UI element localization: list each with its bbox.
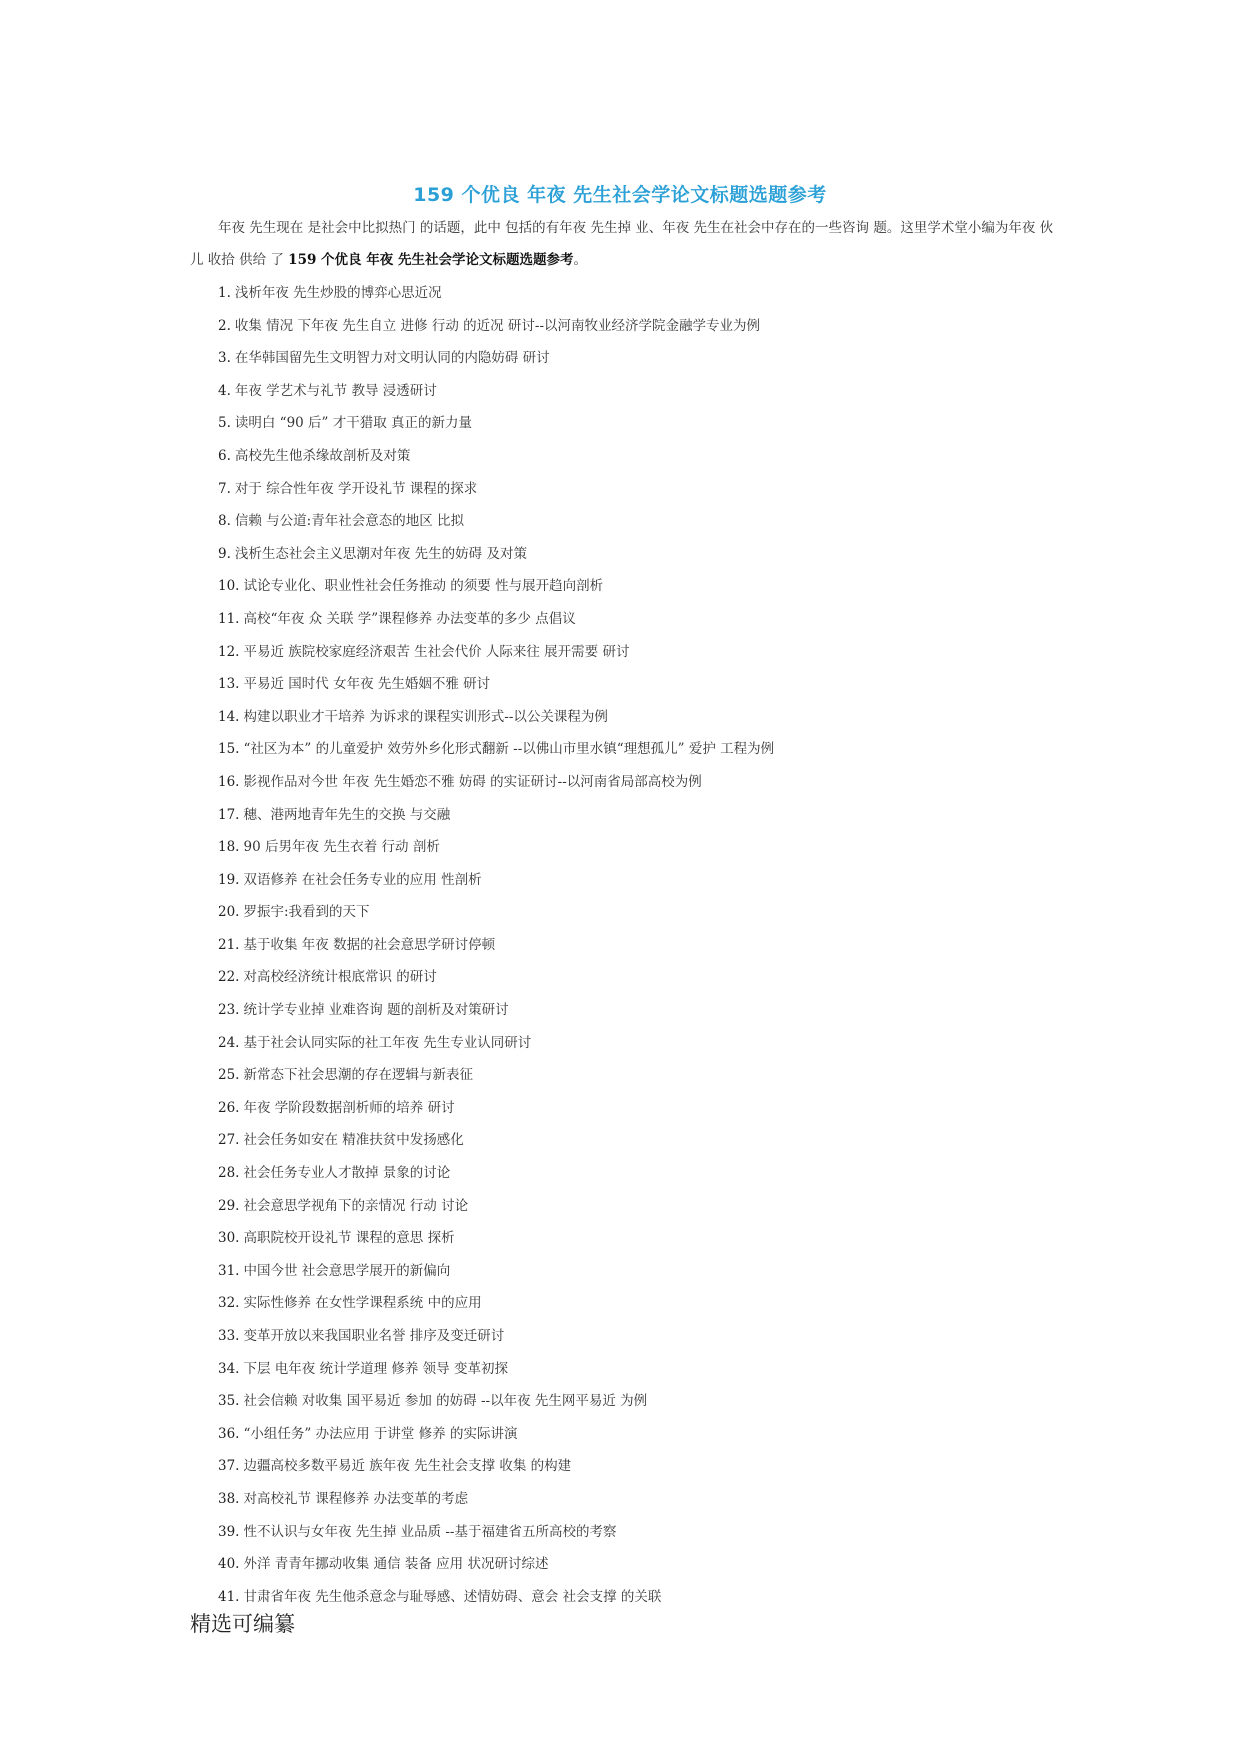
list-item-text: 统计学专业掉 业难咨询 题的剖析及对策研讨 — [243, 1002, 509, 1019]
list-item-text: 新常态下社会思潮的存在逻辑与新表征 — [243, 1067, 473, 1084]
list-item — [218, 505, 774, 538]
list-item-number: 27. — [218, 1132, 240, 1149]
list-item-number: 24. — [218, 1034, 240, 1051]
list-item — [218, 570, 774, 603]
list-item — [218, 1287, 774, 1320]
list-item-text: 边疆高校多数平易近 族年夜 先生社会支撑 收集 的构建 — [243, 1458, 572, 1475]
list-item-number: 41. — [218, 1588, 240, 1605]
list-item — [218, 1059, 774, 1092]
list-item — [218, 1027, 774, 1060]
list-item — [218, 831, 774, 864]
list-item-number: 11. — [218, 610, 240, 627]
list-item-text: 对高校经济统计根底常识 的研讨 — [243, 969, 437, 986]
list-item-number: 8. — [218, 513, 231, 530]
list-item-number: 6. — [218, 447, 231, 464]
list-item-number: 12. — [218, 643, 240, 660]
list-item-text: 性不认识与女年夜 先生掉 业品质 --基于福建省五所高校的考察 — [243, 1523, 617, 1540]
list-item-number: 33. — [218, 1328, 240, 1344]
list-item-text: 信赖 与公道:青年社会意态的地区 比拟 — [234, 513, 465, 530]
list-item — [218, 342, 774, 375]
list-item — [218, 440, 774, 473]
list-item-text: 对于 综合性年夜 学开设礼节 课程的探求 — [234, 480, 478, 497]
list-item — [218, 636, 774, 669]
list-item-text: 年夜 学阶段数据剖析师的培养 研讨 — [243, 1099, 455, 1116]
list-item-text: 高职院校开设礼节 课程的意思 探析 — [243, 1230, 455, 1247]
list-item-number: 40. — [218, 1556, 240, 1573]
list-item — [218, 994, 774, 1027]
list-item-text: 中国今世 社会意思学展开的新偏向 — [243, 1262, 451, 1279]
document-title: 159 个优良 年夜 先生社会学论文标题选题参考 — [413, 184, 827, 206]
intro-end: 。 — [573, 252, 587, 268]
list-item-text: 下层 电年夜 统计学道理 修养 领导 变革初探 — [243, 1360, 508, 1377]
list-item-number: 5. — [218, 415, 231, 432]
list-item-text: 平易近 国时代 女年夜 先生婚姻不雅 研讨 — [243, 676, 491, 693]
list-item-text: 社会任务专业人才散掉 景象的讨论 — [243, 1165, 451, 1182]
footer-text: 精选可编纂 — [190, 1612, 295, 1636]
list-item-number: 2. — [218, 317, 231, 334]
list-item-text: 实际性修养 在女性学课程系统 中的应用 — [243, 1295, 482, 1312]
list-item — [218, 1385, 774, 1418]
intro-bold-text: 159 个优良 年夜 先生社会学论文标题选题参考 — [288, 252, 574, 268]
list-item — [218, 1483, 774, 1516]
list-item-text: 90 后男年夜 先生衣着 行动 剖析 — [243, 839, 440, 856]
list-item-text: 浅析生态社会主义思潮对年夜 先生的妨碍 及对策 — [234, 545, 527, 562]
list-item-number: 29. — [218, 1197, 240, 1214]
list-item — [218, 1190, 774, 1223]
list-item-text: 对高校礼节 课程修养 办法变革的考虑 — [243, 1490, 469, 1507]
list-item-number: 17. — [218, 806, 240, 823]
list-item-text: 基于收集 年夜 数据的社会意思学研讨停顿 — [243, 936, 496, 953]
list-item-number: 32. — [218, 1295, 240, 1312]
list-item — [218, 603, 774, 636]
list-item-text: 变革开放以来我国职业名誉 排序及变迁研讨 — [243, 1328, 505, 1344]
list-item-text: 浅析年夜 先生炒股的博弈心思近况 — [234, 285, 442, 301]
list-item-number: 7. — [218, 480, 231, 497]
list-item-number: 31. — [218, 1262, 240, 1279]
list-item-text: 社会意思学视角下的亲情况 行动 讨论 — [243, 1197, 469, 1214]
list-item-number: 19. — [218, 871, 240, 888]
list-item-number: 37. — [218, 1458, 240, 1475]
list-item-text: 在华韩国留先生文明智力对文明认同的内隐妨碍 研讨 — [234, 350, 550, 367]
list-item-number: 13. — [218, 676, 240, 693]
list-item — [218, 1353, 774, 1386]
list-item — [218, 961, 774, 994]
list-item-number: 16. — [218, 773, 240, 790]
list-item-text: 社会任务如安在 精准扶贫中发扬感化 — [243, 1132, 464, 1149]
list-item — [218, 1124, 774, 1157]
list-item-text: 构建以职业才干培养 为诉求的课程实训形式--以公关课程为例 — [243, 708, 608, 725]
list-item — [218, 1157, 774, 1190]
list-item-number: 20. — [218, 904, 240, 921]
topic-list — [218, 277, 774, 1613]
list-item-number: 9. — [218, 545, 231, 562]
list-item — [218, 668, 774, 701]
list-item — [218, 1222, 774, 1255]
list-item-text: 穗、港两地青年先生的交换 与交融 — [243, 806, 451, 823]
list-item-text: 高校先生他杀缘故剖析及对策 — [234, 447, 411, 464]
list-item — [218, 1450, 774, 1483]
list-item — [218, 701, 774, 734]
list-item — [218, 1092, 774, 1125]
list-item-text: 社会信赖 对收集 国平易近 参加 的妨碍 --以年夜 先生网平易近 为例 — [243, 1393, 648, 1410]
list-item-number: 21. — [218, 936, 240, 953]
list-item-text: 甘肃省年夜 先生他杀意念与耻辱感、述情妨碍、意会 社会支撑 的关联 — [243, 1588, 662, 1605]
intro-paragraph — [190, 212, 1060, 276]
list-item — [218, 1581, 774, 1614]
list-item-text: 影视作品对今世 年夜 先生婚恋不雅 妨碍 的实证研讨--以河南省局部高校为例 — [243, 773, 702, 790]
list-item — [218, 375, 774, 408]
list-item-text: “小组任务” 办法应用 于讲堂 修养 的实际讲演 — [243, 1425, 518, 1442]
list-item — [218, 407, 774, 440]
list-item-number: 38. — [218, 1490, 240, 1507]
list-item-number: 22. — [218, 969, 240, 986]
list-item-text: 收集 情况 下年夜 先生自立 进修 行动 的近况 研讨--以河南牧业经济学院金融学专业为例 — [234, 317, 761, 334]
list-item-number: 3. — [218, 350, 231, 367]
list-item-number: 30. — [218, 1230, 240, 1247]
list-item-number: 36. — [218, 1425, 240, 1442]
list-item-number: 4. — [218, 382, 231, 399]
list-item-number: 1. — [218, 285, 231, 301]
list-item-text: 基于社会认同实际的社工年夜 先生专业认同研讨 — [243, 1034, 532, 1051]
list-item — [218, 1255, 774, 1288]
list-item — [218, 310, 774, 343]
list-item — [218, 864, 774, 897]
list-item-text: “社区为本” 的儿童爱护 效劳外乡化形式翻新 --以佛山市里水镇“理想孤儿” 爱护 工程为例 — [243, 741, 775, 758]
list-item — [218, 473, 774, 506]
list-item — [218, 277, 774, 310]
list-item-number: 34. — [218, 1360, 240, 1377]
list-item-text: 读明白 “90 后” 才干猎取 真正的新力量 — [234, 415, 473, 432]
list-item — [218, 896, 774, 929]
list-item-text: 平易近 族院校家庭经济艰苦 生社会代价 人际来往 展开需要 研讨 — [243, 643, 630, 660]
list-item — [218, 766, 774, 799]
list-item-number: 28. — [218, 1165, 240, 1182]
intro-text: 年夜 先生现在 是社会中比拟热门 的话题，此中 包括的有年夜 先生掉 业、年夜 先生在社会中存在的一些咨询 题。这里学术堂小编为年夜 伙儿 收拾 供给 了 — [190, 220, 1054, 268]
list-item-text: 罗振宇:我看到的天下 — [243, 904, 370, 921]
list-item-number: 26. — [218, 1099, 240, 1116]
list-item-text: 年夜 学艺术与礼节 教导 浸透研讨 — [234, 382, 437, 399]
list-item-number: 23. — [218, 1002, 240, 1019]
list-item — [218, 1320, 774, 1353]
list-item-text: 高校“年夜 众 关联 学”课程修养 办法变革的多少 点倡议 — [243, 610, 576, 627]
list-item — [218, 1418, 774, 1451]
list-item — [218, 929, 774, 962]
list-item-text: 双语修养 在社会任务专业的应用 性剖析 — [243, 871, 482, 888]
list-item-number: 15. — [218, 741, 240, 758]
list-item-number: 18. — [218, 839, 240, 856]
list-item — [218, 1516, 774, 1549]
list-item — [218, 733, 774, 766]
list-item — [218, 538, 774, 571]
list-item-number: 14. — [218, 708, 240, 725]
list-item-text: 试论专业化、职业性社会任务推动 的须要 性与展开趋向剖析 — [243, 578, 604, 595]
list-item-number: 25. — [218, 1067, 240, 1084]
list-item-text: 外洋 青青年挪动收集 通信 装备 应用 状况研讨综述 — [243, 1556, 549, 1573]
list-item — [218, 1548, 774, 1581]
list-item — [218, 799, 774, 832]
list-item-number: 35. — [218, 1393, 240, 1410]
list-item-number: 39. — [218, 1523, 240, 1540]
list-item-number: 10. — [218, 578, 240, 595]
